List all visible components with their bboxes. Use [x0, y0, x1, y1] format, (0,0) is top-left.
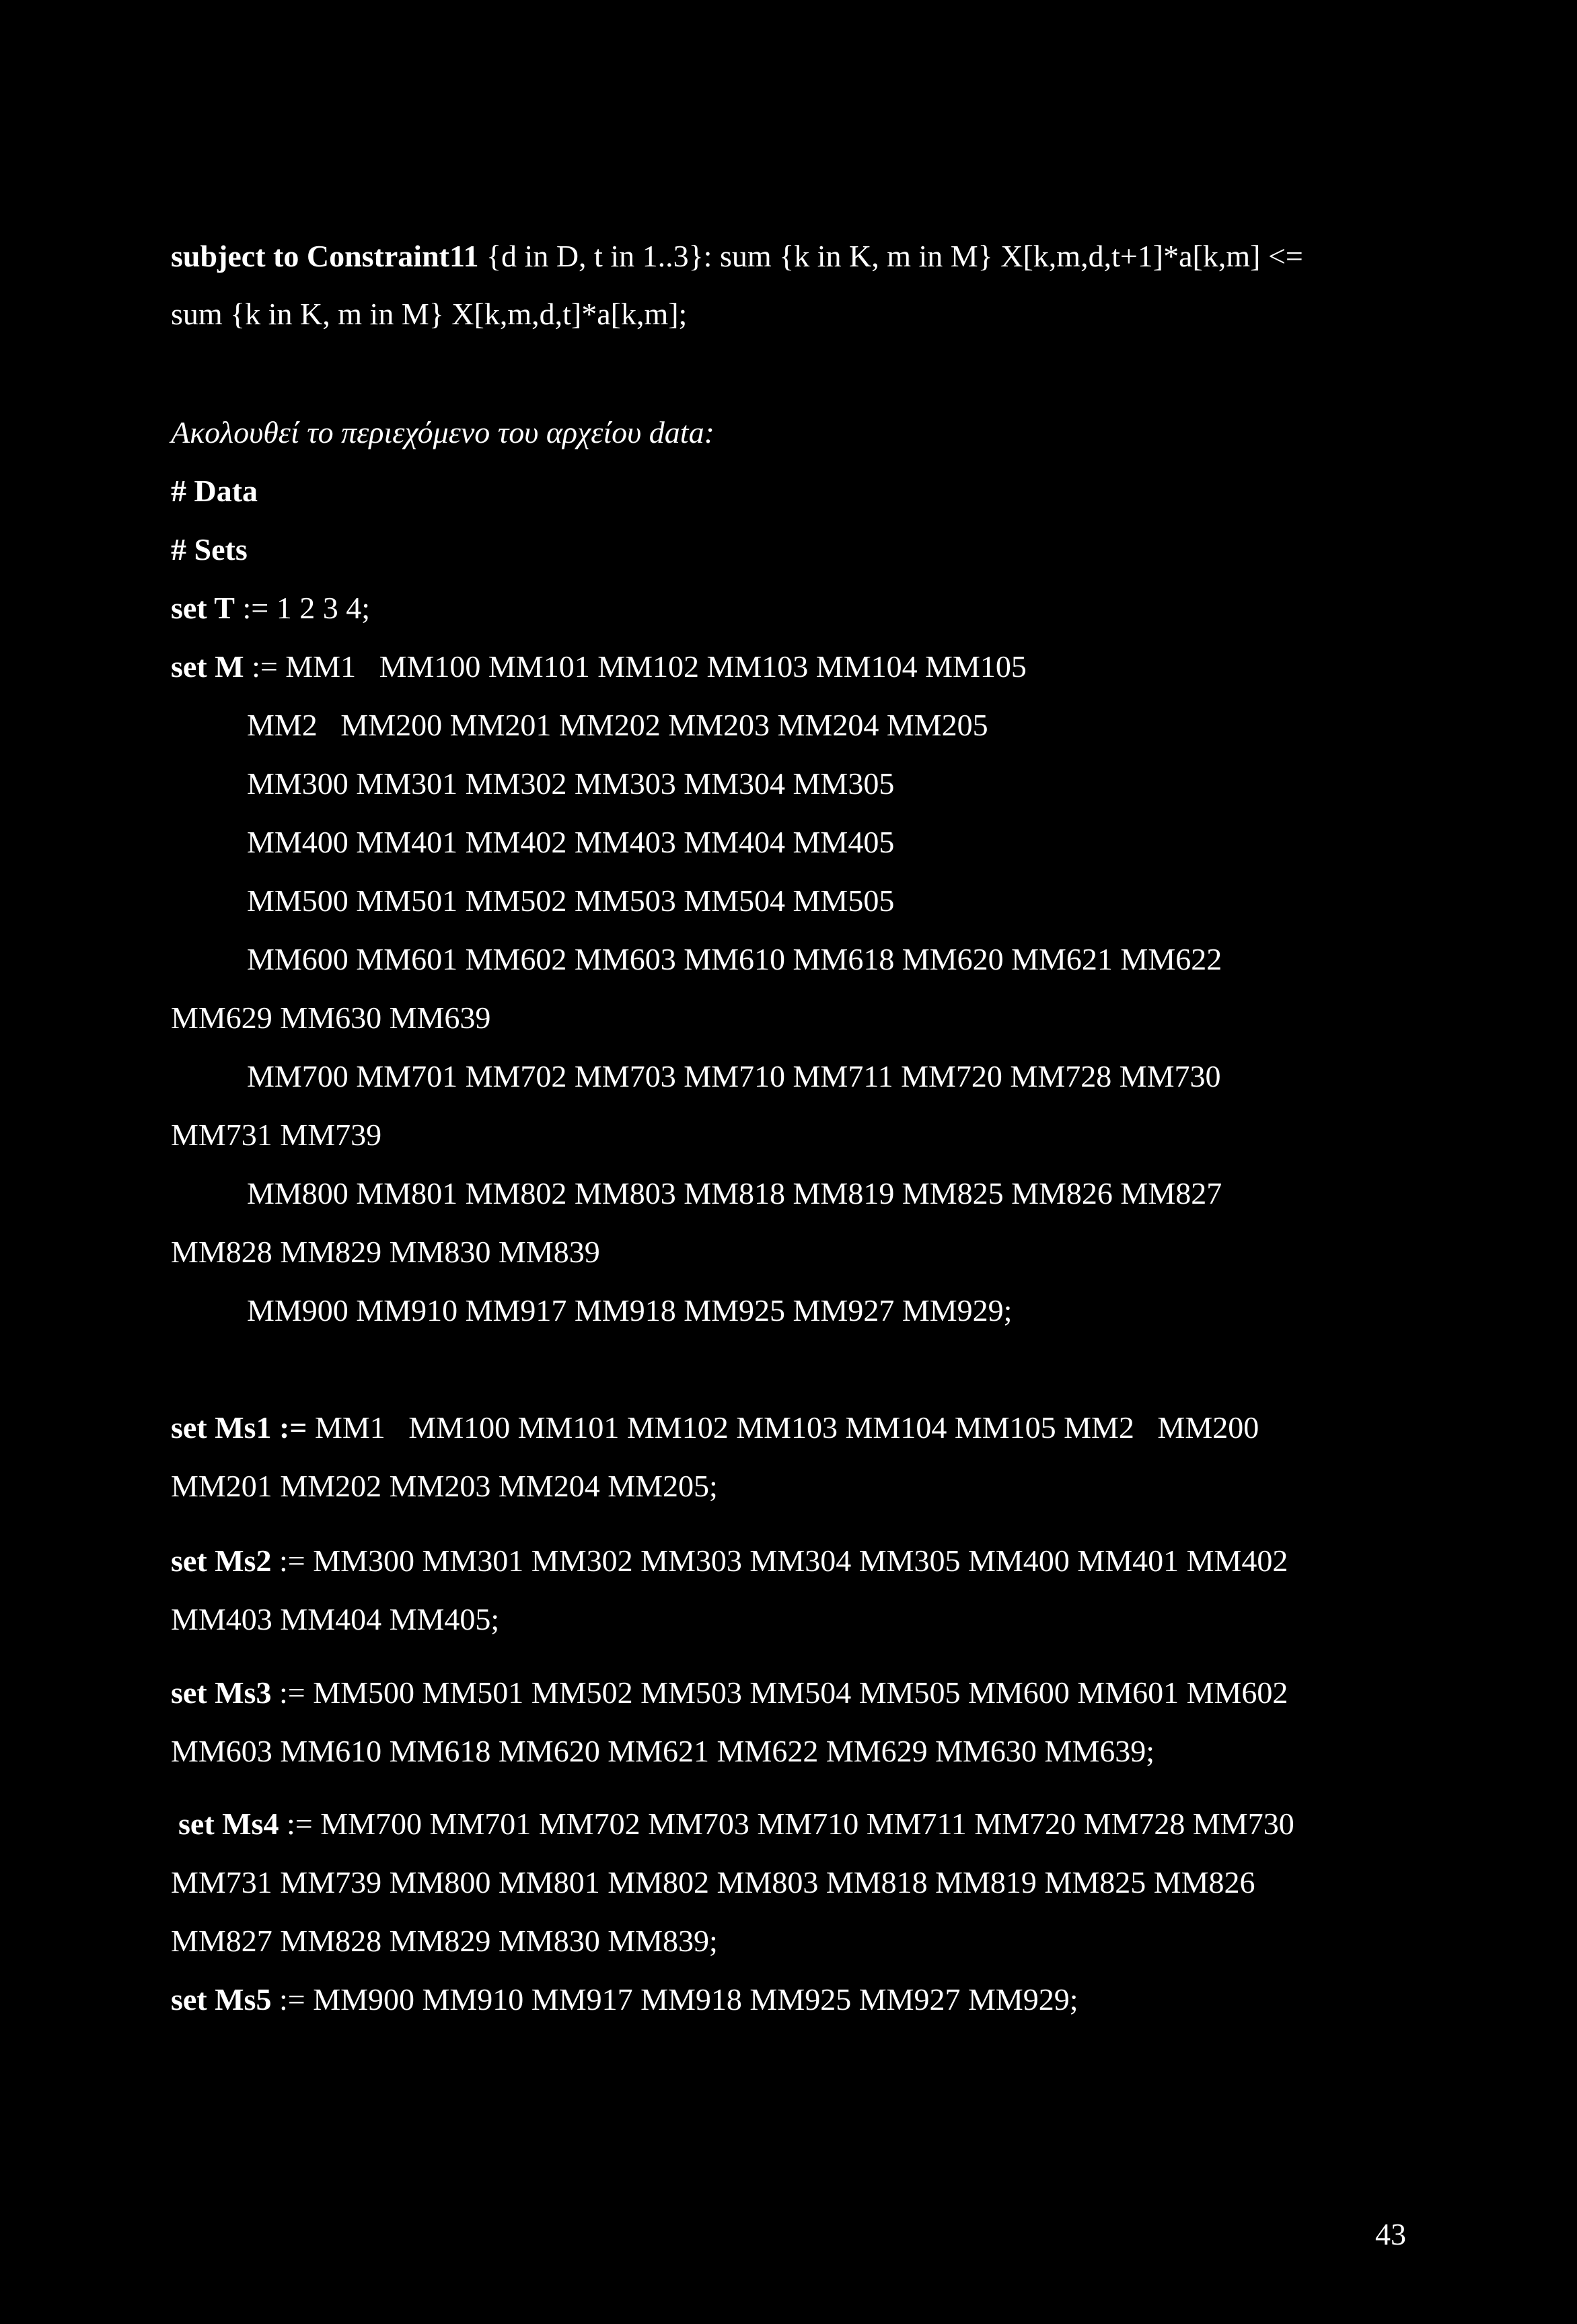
set-m-line-1	[171, 651, 1027, 682]
intro-text: Ακολουθεί το περιεχόμενο του αρχείου data:	[171, 415, 714, 449]
set-ms4-line-3: MM827 MM828 MM829 MM830 MM839;	[171, 1924, 718, 1958]
set-m-values: := MM1 MM100 MM101 MM102 MM103 MM104 MM105	[244, 649, 1027, 684]
set-ms4-line-1	[178, 1809, 1294, 1840]
set-m-line-3: MM300 MM301 MM302 MM303 MM304 MM305	[247, 766, 895, 801]
set-m-line-6: MM600 MM601 MM602 MM603 MM610 MM618 MM620 MM621 MM622	[247, 942, 1222, 976]
set-t-keyword: set T	[171, 591, 235, 625]
set-ms1-values: MM1 MM100 MM101 MM102 MM103 MM104 MM105 MM2 MM200	[307, 1410, 1259, 1445]
set-ms3-values: := MM500 MM501 MM502 MM503 MM504 MM505 MM600 MM601 MM602	[271, 1675, 1288, 1710]
set-ms5-values: := MM900 MM910 MM917 MM918 MM925 MM927 MM929;	[271, 1982, 1078, 2017]
set-ms1-line-2: MM201 MM202 MM203 MM204 MM205;	[171, 1469, 718, 1503]
set-ms4-line-2: MM731 MM739 MM800 MM801 MM802 MM803 MM818 MM819 MM825 MM826	[171, 1865, 1255, 1899]
set-ms5-line-1	[171, 1984, 1078, 2015]
sets-heading-label: # Sets	[171, 532, 248, 567]
set-ms4-keyword: set Ms4	[178, 1807, 279, 1841]
constraint-line-2: sum {k in K, m in M} X[k,m,d,t]*a[k,m];	[171, 297, 688, 331]
set-m-line-8: MM700 MM701 MM702 MM703 MM710 MM711 MM720 MM728 MM730	[247, 1059, 1221, 1093]
set-ms5-keyword: set Ms5	[171, 1982, 272, 2017]
set-ms3-line-1	[171, 1677, 1288, 1708]
data-heading-label: # Data	[171, 474, 258, 508]
set-m-line-7: MM629 MM630 MM639	[171, 1001, 491, 1035]
set-ms3-keyword: set Ms3	[171, 1675, 272, 1710]
set-m-line-4: MM400 MM401 MM402 MM403 MM404 MM405	[247, 825, 895, 859]
set-ms4-values: := MM700 MM701 MM702 MM703 MM710 MM711 MM720 MM728 MM730	[279, 1807, 1294, 1841]
set-ms2-line-2: MM403 MM404 MM405;	[171, 1602, 500, 1636]
sets-heading	[171, 534, 248, 565]
set-t-values: := 1 2 3 4;	[235, 591, 371, 625]
set-m-line-12: MM900 MM910 MM917 MM918 MM925 MM927 MM929;	[247, 1293, 1013, 1328]
set-ms2-keyword: set Ms2	[171, 1544, 272, 1578]
set-ms3-line-2: MM603 MM610 MM618 MM620 MM621 MM622 MM629 MM630 MM639;	[171, 1734, 1155, 1768]
set-ms1-line-1	[171, 1412, 1259, 1443]
constraint-expression: {d in D, t in 1..3}: sum {k in K, m in M} X[k,m,d,t+1]*a[k,m] <=	[478, 239, 1303, 273]
set-ms1-keyword: set Ms1 :=	[171, 1410, 307, 1445]
set-t-line	[171, 593, 370, 624]
data-heading	[171, 476, 258, 507]
set-ms2-line-1	[171, 1546, 1288, 1576]
set-m-line-10: MM800 MM801 MM802 MM803 MM818 MM819 MM825 MM826 MM827	[247, 1176, 1222, 1210]
page-number: 43	[1375, 2217, 1406, 2251]
set-m-line-5: MM500 MM501 MM502 MM503 MM504 MM505	[247, 883, 895, 918]
constraint-line-1	[171, 241, 1303, 272]
set-m-line-2: MM2 MM200 MM201 MM202 MM203 MM204 MM205	[247, 708, 988, 742]
constraint-keyword: subject to Constraint11	[171, 239, 479, 273]
set-m-keyword: set M	[171, 649, 244, 684]
set-ms2-values: := MM300 MM301 MM302 MM303 MM304 MM305 MM400 MM401 MM402	[271, 1544, 1288, 1578]
set-m-line-11: MM828 MM829 MM830 MM839	[171, 1235, 600, 1269]
set-m-line-9: MM731 MM739	[171, 1118, 382, 1152]
